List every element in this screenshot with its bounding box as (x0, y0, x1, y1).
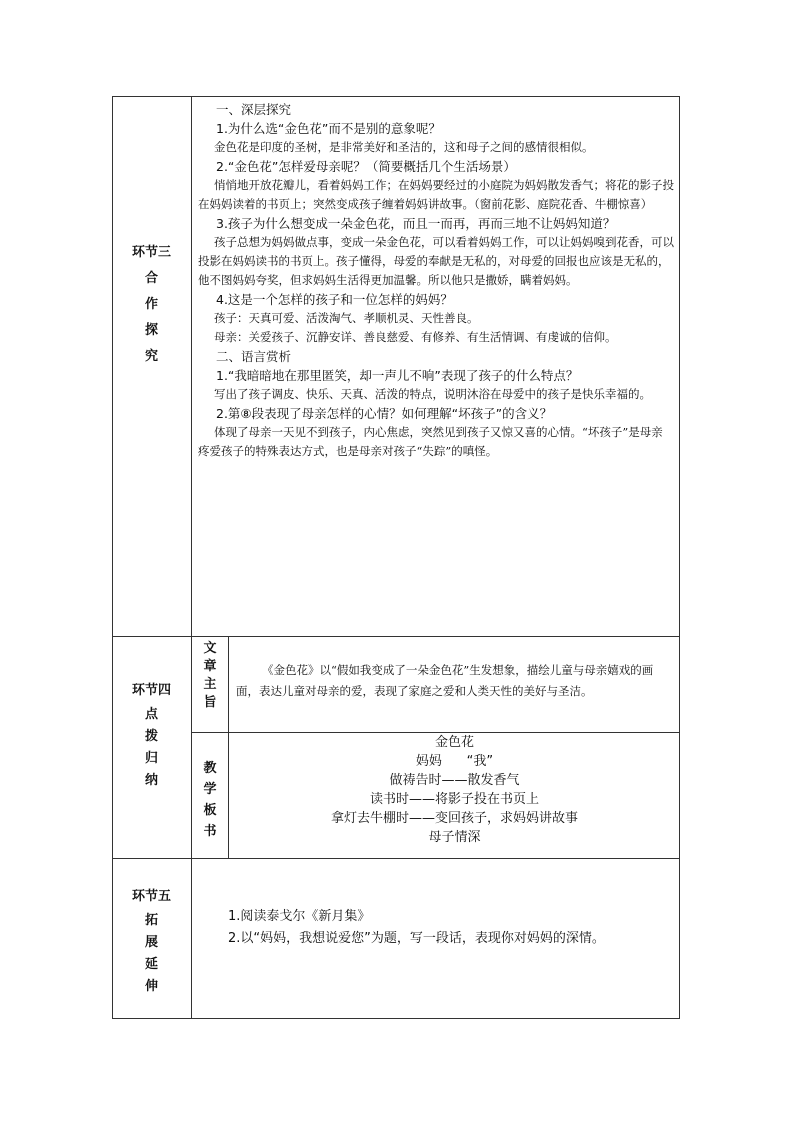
question-1: 1.为什么选“金色花”而不是别的意象呢？ (216, 121, 441, 136)
board-label (192, 758, 228, 842)
section4-label-line: 纳 (144, 773, 158, 788)
section5-label-line: 环节五 (131, 889, 171, 904)
theme-label (192, 640, 228, 712)
section3-label-line: 环节三 (131, 245, 171, 260)
section3-label-line: 探 (144, 323, 158, 338)
board-line: 妈妈 “我” (415, 754, 494, 769)
question-4: 4.这是一个怎样的孩子和一位怎样的妈妈？ (216, 292, 453, 307)
part1-heading: 一、深层探究 (216, 102, 292, 117)
board-line: 读书时——将影子投在书页上 (369, 792, 539, 807)
answer-4-mother: 母亲：关爱孩子、沉静安详、善良慈爱、有修养、有生活情调、有虔诚的信仰。 (214, 330, 617, 344)
section3-label-line: 作 (144, 297, 158, 312)
board-label-char: 书 (203, 824, 217, 839)
row-divider-3-4 (112, 636, 680, 637)
section3-label-line: 究 (144, 349, 158, 364)
blackboard-outline (229, 733, 680, 847)
answer-5: 写出了孩子调皮、快乐、天真、活泼的特点，说明沐浴在母爱中的孩子是快乐幸福的。 (214, 387, 651, 401)
board-line: 母子情深 (428, 830, 481, 845)
answer-6: 体现了母亲一天见不到孩子，内心焦虑，突然见到孩子又惊又喜的心情。“坏孩子”是母亲疼爱孩子的特殊表达方式，也是母亲对孩子“失踪”的嗔怪。 (198, 425, 663, 458)
section5-label (112, 884, 191, 998)
part2-heading: 二、语言赏析 (216, 349, 292, 364)
theme-label-char: 文 (203, 641, 217, 656)
answer-4-child: 孩子：天真可爱、活泼淘气、孝顺机灵、天性善良。 (214, 311, 479, 325)
section3-content (198, 100, 674, 461)
board-label-char: 学 (203, 782, 217, 797)
question-5: 1.“我暗暗地在那里匿笑，却一声儿不响”表现了孩子的什么特点？ (216, 368, 579, 383)
question-6: 2.第⑧段表现了母亲怎样的心情？如何理解“坏孩子”的含义？ (216, 406, 553, 421)
extension-item: 1.阅读泰戈尔《新月集》 (228, 909, 371, 924)
section5-content (228, 906, 674, 950)
board-title: 金色花 (434, 735, 474, 750)
answer-3: 孩子总想为妈妈做点事，变成一朵金色花，可以看着妈妈工作，可以让妈妈嗅到花香，可以投影在妈妈读书的书页上。孩子懂得，母爱的奉献是无私的，对母爱的回报也应该是无私的，他不图妈妈夸奖，但求妈妈生活得更加温馨。所以他只是撒娇，瞒着妈妈。 (198, 235, 674, 287)
answer-2: 悄悄地开放花瓣儿，看着妈妈工作；在妈妈要经过的小庭院为妈妈散发香气；将花的影子投在妈妈读着的书页上；突然变成孩子缠着妈妈讲故事。（窗前花影、庭院花香、牛棚惊喜） (198, 178, 674, 211)
section5-label-line: 拓 (144, 913, 158, 928)
section4-label (112, 678, 191, 792)
theme-text: 《金色花》以“假如我变成了一朵金色花”生发想象，描绘儿童与母亲嬉戏的画面，表达儿童对母亲的爱，表现了家庭之爱和人类天性的美好与圣洁。 (236, 663, 654, 698)
column-divider (191, 96, 192, 1019)
board-line: 做祷告时——散发香气 (389, 773, 520, 788)
section4-label-line: 点 (144, 707, 158, 722)
theme-label-char: 章 (203, 659, 217, 674)
section3-label (112, 240, 191, 370)
theme-label-char: 主 (203, 677, 217, 692)
section3-label-line: 合 (144, 271, 158, 286)
section5-label-line: 延 (144, 957, 158, 972)
extension-item: 2.以“妈妈，我想说爱您”为题，写一段话，表现你对妈妈的深情。 (228, 931, 605, 946)
board-line: 拿灯去牛棚时——变回孩子，求妈妈讲故事 (330, 811, 578, 826)
theme-text-box (236, 660, 674, 702)
section5-label-line: 展 (144, 935, 158, 950)
theme-label-char: 旨 (203, 695, 217, 710)
answer-1: 金色花是印度的圣树，是非常美好和圣洁的，这和母子之间的感情很相似。 (214, 140, 594, 154)
question-3: 3.孩子为什么想变成一朵金色花，而且一而再，再而三地不让妈妈知道？ (216, 216, 616, 231)
section4-label-line: 拨 (144, 729, 158, 744)
section5-label-line: 伸 (144, 979, 158, 994)
board-label-char: 教 (203, 761, 217, 776)
section4-label-line: 环节四 (131, 683, 171, 698)
question-2: 2.“金色花”怎样爱母亲呢？（简要概括几个生活场景） (216, 159, 516, 174)
section4-label-line: 归 (144, 751, 158, 766)
board-label-char: 板 (203, 803, 217, 818)
